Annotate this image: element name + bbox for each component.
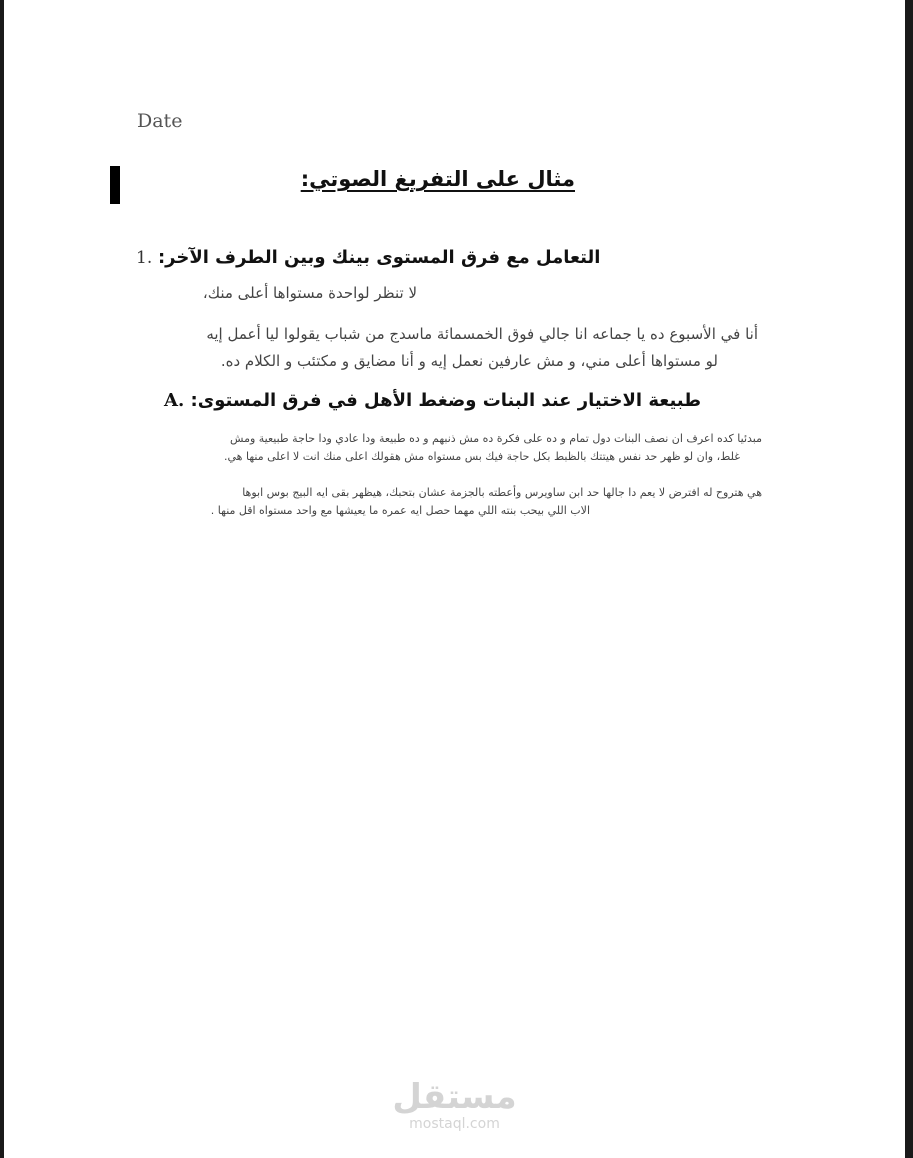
- section-2-paragraph-1: [162, 430, 762, 466]
- section-2-letter: A.: [164, 390, 185, 411]
- document-title: مثال على التفريغ الصوتي:: [300, 167, 575, 191]
- mostaql-watermark: [4, 1078, 905, 1132]
- watermark-arabic: مستقل: [392, 1077, 517, 1117]
- section-1-number: 1.: [136, 248, 153, 268]
- section-2-heading-text: طبيعة الاختيار عند البنات وضغط الأهل في فرق المستوى:: [190, 390, 702, 411]
- paragraph-line: الاب اللي بيحب بنته اللي مهما حصل ايه عمره ما يعيشها مع واحد مستواه اقل منها .: [210, 504, 590, 517]
- section-1-paragraph-2: [184, 321, 758, 375]
- paragraph-line: أنا في الأسبوع ده يا جماعه انا جالي فوق الخمسمائة ماسدج من شباب يقولوا ليا أعمل إيه: [206, 325, 758, 343]
- section-1-heading-text: التعامل مع فرق المستوى بينك وبين الطرف الآخر:: [157, 247, 601, 268]
- section-2-paragraph-2: [162, 484, 762, 520]
- watermark-latin: mostaql.com: [409, 1116, 500, 1132]
- paragraph-line: لو مستواها أعلى مني، و مش عارفين نعمل إيه و أنا مضايق و مكتئب و الكلام ده.: [220, 352, 718, 370]
- section-1-heading: [136, 247, 601, 268]
- date-label: Date: [137, 110, 183, 132]
- section-1-paragraph-1: لا تنظر لواحدة مستواها أعلى منك،: [202, 284, 417, 302]
- section-2-heading: [164, 390, 702, 411]
- document-page: [4, 0, 905, 1158]
- paragraph-line: غلط، وان لو ظهر حد نفس هيتتك بالظبط بكل حاجة فيك بس مستواه مش هقولك اعلى منك انت لا اعلى منها هي.: [224, 450, 740, 463]
- paragraph-line: مبدئيا كده اعرف ان نصف البنات دول تمام و ده على فكرة ده مش ذنبهم و ده طبيعة ودا عادي ودا حاجة طبيعية ومش: [230, 432, 762, 445]
- text-cursor: [110, 166, 120, 204]
- paragraph-line: هي هتروح له افترض لا يعم دا جالها حد ابن ساويرس وأعطته بالجزمة عشان بتحبك، هيظهر بقى ايه البيج بوس ابوها: [242, 486, 762, 499]
